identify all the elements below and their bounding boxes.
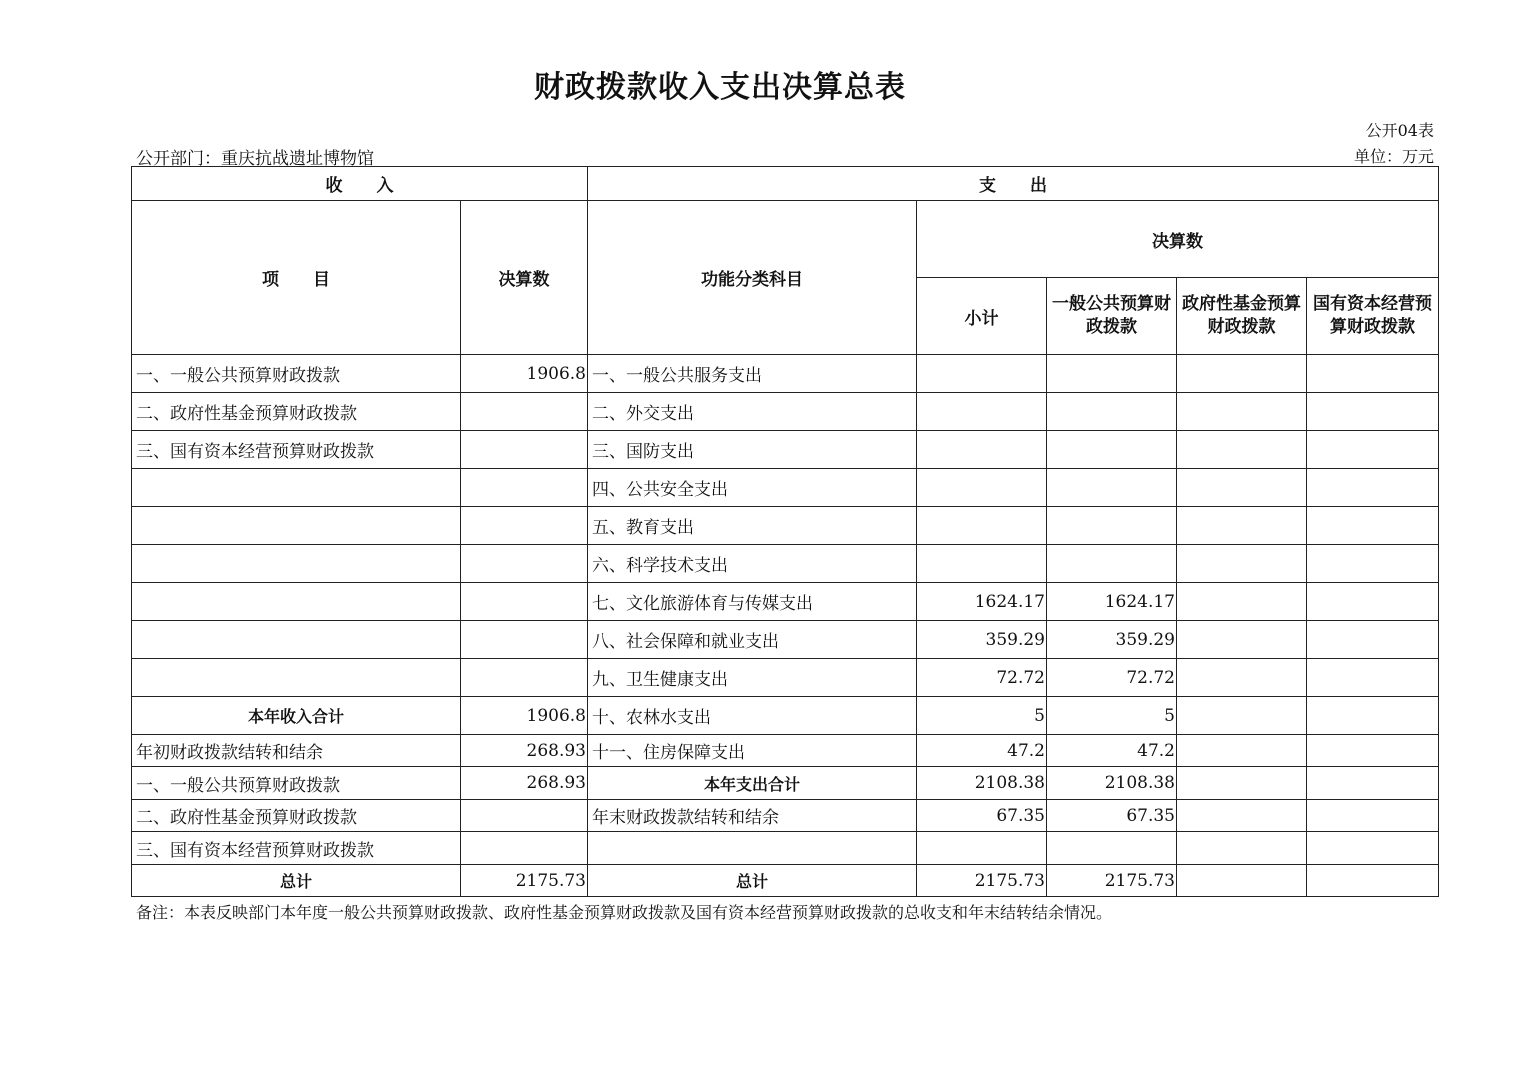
general-budget-cell: 1624.17 [1047, 583, 1177, 621]
income-item-cell: 二、政府性基金预算财政拨款 [132, 800, 461, 832]
expense-item-cell: 二、外交支出 [588, 393, 917, 431]
gov-fund-cell [1177, 767, 1307, 800]
gov-fund-cell [1177, 621, 1307, 659]
general-budget-cell [1047, 393, 1177, 431]
income-amount-cell: 2175.73 [461, 865, 588, 897]
income-item-cell [132, 469, 461, 507]
state-capital-cell [1307, 469, 1439, 507]
general-budget-cell: 2175.73 [1047, 865, 1177, 897]
subtotal-cell [917, 431, 1047, 469]
subtotal-cell [917, 355, 1047, 393]
item-header: 项 目 [132, 201, 461, 355]
income-item-cell: 总计 [132, 865, 461, 897]
income-amount-cell [461, 832, 588, 865]
subtotal-cell [917, 832, 1047, 865]
state-capital-cell [1307, 735, 1439, 767]
subtotal-cell [917, 393, 1047, 431]
table-row [132, 507, 1439, 545]
expense-item-cell: 三、国防支出 [588, 431, 917, 469]
state-capital-cell [1307, 507, 1439, 545]
income-amount-cell: 1906.8 [461, 697, 588, 735]
general-budget-cell: 72.72 [1047, 659, 1177, 697]
table-row [132, 659, 1439, 697]
table-row [132, 431, 1439, 469]
income-item-cell: 二、政府性基金预算财政拨款 [132, 393, 461, 431]
gov-fund-cell [1177, 865, 1307, 897]
income-item-cell: 本年收入合计 [132, 697, 461, 735]
gov-fund-cell [1177, 507, 1307, 545]
gov-fund-cell [1177, 583, 1307, 621]
income-item-cell: 三、国有资本经营预算财政拨款 [132, 832, 461, 865]
department-label: 公开部门：重庆抗战遗址博物馆 [136, 149, 374, 169]
income-item-cell [132, 659, 461, 697]
subtotal-cell: 2108.38 [917, 767, 1047, 800]
general-budget-cell: 359.29 [1047, 621, 1177, 659]
table-row [132, 865, 1439, 897]
income-item-cell: 一、一般公共预算财政拨款 [132, 767, 461, 800]
state-capital-cell [1307, 800, 1439, 832]
income-amount-cell [461, 545, 588, 583]
expense-item-cell: 八、社会保障和就业支出 [588, 621, 917, 659]
table-row [132, 832, 1439, 865]
income-amount-cell [461, 621, 588, 659]
general-budget-cell [1047, 507, 1177, 545]
income-amount-cell [461, 507, 588, 545]
income-item-cell: 一、一般公共预算财政拨款 [132, 355, 461, 393]
subtotal-cell: 2175.73 [917, 865, 1047, 897]
table-row [132, 393, 1439, 431]
income-item-cell [132, 507, 461, 545]
income-amount-cell [461, 800, 588, 832]
table-row [132, 800, 1439, 832]
income-item-cell: 年初财政拨款结转和结余 [132, 735, 461, 767]
expense-item-cell: 一、一般公共服务支出 [588, 355, 917, 393]
subtotal-cell: 5 [917, 697, 1047, 735]
table-row [132, 355, 1439, 393]
expense-item-cell: 总计 [588, 865, 917, 897]
gov-fund-cell [1177, 545, 1307, 583]
table-row [132, 621, 1439, 659]
gov-fund-cell [1177, 355, 1307, 393]
gov-fund-cell [1177, 659, 1307, 697]
subtotal-cell [917, 545, 1047, 583]
header-row-1 [132, 167, 1439, 201]
state-capital-cell [1307, 621, 1439, 659]
income-item-cell [132, 545, 461, 583]
table-row [132, 545, 1439, 583]
table-row [132, 469, 1439, 507]
unit-label: 单位：万元 [1353, 147, 1434, 166]
income-amount-cell [461, 393, 588, 431]
table-row [132, 735, 1439, 767]
expense-item-cell: 十一、住房保障支出 [588, 735, 917, 767]
gov-fund-cell [1177, 735, 1307, 767]
gov-fund-cell [1177, 431, 1307, 469]
page-title: 财政拨款收入支出决算总表 [534, 70, 906, 105]
gov-fund-cell [1177, 697, 1307, 735]
table-row [132, 583, 1439, 621]
expense-item-cell: 六、科学技术支出 [588, 545, 917, 583]
subtotal-cell: 359.29 [917, 621, 1047, 659]
state-capital-cell [1307, 431, 1439, 469]
expense-item-cell: 年末财政拨款结转和结余 [588, 800, 917, 832]
gov-fund-cell [1177, 832, 1307, 865]
subtotal-cell [917, 469, 1047, 507]
general-budget-cell: 47.2 [1047, 735, 1177, 767]
header-row-2 [132, 201, 1439, 278]
income-amount-cell [461, 659, 588, 697]
state-capital-cell [1307, 865, 1439, 897]
general-budget-cell [1047, 545, 1177, 583]
state-capital-cell [1307, 583, 1439, 621]
expense-item-cell: 十、农林水支出 [588, 697, 917, 735]
income-item-cell [132, 583, 461, 621]
table-row [132, 767, 1439, 800]
expense-item-cell: 四、公共安全支出 [588, 469, 917, 507]
gov-fund-cell [1177, 393, 1307, 431]
final-amount-header: 决算数 [917, 201, 1439, 278]
general-budget-cell: 67.35 [1047, 800, 1177, 832]
state-capital-cell [1307, 659, 1439, 697]
state-capital-cell [1307, 697, 1439, 735]
subtotal-cell: 72.72 [917, 659, 1047, 697]
income-amount-cell: 268.93 [461, 735, 588, 767]
subtotal-cell [917, 507, 1047, 545]
income-header: 收 入 [132, 167, 588, 201]
gov-fund-header: 政府性基金预算财政拨款 [1177, 278, 1307, 355]
income-item-cell: 三、国有资本经营预算财政拨款 [132, 431, 461, 469]
gov-fund-cell [1177, 800, 1307, 832]
table-row [132, 697, 1439, 735]
gov-fund-cell [1177, 469, 1307, 507]
general-budget-cell [1047, 832, 1177, 865]
income-amount-cell: 1906.8 [461, 355, 588, 393]
general-budget-cell [1047, 355, 1177, 393]
income-amount-cell [461, 431, 588, 469]
footnote: 备注：本表反映部门本年度一般公共预算财政拨款、政府性基金预算财政拨款及国有资本经营预算财政拨款的总收支和年末结转结余情况。 [136, 903, 1113, 922]
expense-item-cell: 九、卫生健康支出 [588, 659, 917, 697]
expense-item-cell: 七、文化旅游体育与传媒支出 [588, 583, 917, 621]
income-amount-cell [461, 469, 588, 507]
amount-header: 决算数 [461, 201, 588, 355]
expense-item-cell [588, 832, 917, 865]
func-category-header: 功能分类科目 [588, 201, 917, 355]
budget-table [131, 166, 1439, 897]
state-capital-cell [1307, 355, 1439, 393]
income-amount-cell [461, 583, 588, 621]
subtotal-cell: 1624.17 [917, 583, 1047, 621]
general-budget-cell [1047, 431, 1177, 469]
form-number: 公开04表 [1365, 121, 1434, 140]
subtotal-cell: 67.35 [917, 800, 1047, 832]
general-budget-cell [1047, 469, 1177, 507]
general-budget-cell: 2108.38 [1047, 767, 1177, 800]
expense-header: 支 出 [588, 167, 1439, 201]
income-item-cell [132, 621, 461, 659]
state-capital-cell [1307, 767, 1439, 800]
state-capital-header: 国有资本经营预算财政拨款 [1307, 278, 1439, 355]
state-capital-cell [1307, 832, 1439, 865]
subtotal-header: 小计 [917, 278, 1047, 355]
income-amount-cell: 268.93 [461, 767, 588, 800]
general-budget-cell: 5 [1047, 697, 1177, 735]
expense-item-cell: 五、教育支出 [588, 507, 917, 545]
expense-item-cell: 本年支出合计 [588, 767, 917, 800]
subtotal-cell: 47.2 [917, 735, 1047, 767]
general-budget-header: 一般公共预算财政拨款 [1047, 278, 1177, 355]
state-capital-cell [1307, 545, 1439, 583]
state-capital-cell [1307, 393, 1439, 431]
